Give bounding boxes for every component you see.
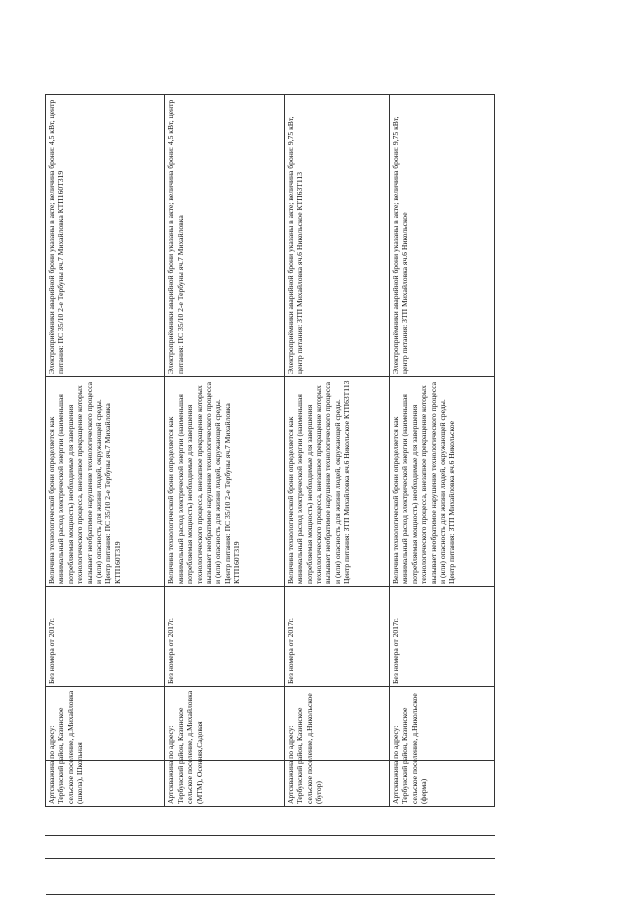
table-row [284, 95, 389, 895]
table-row [165, 95, 284, 895]
address-cell: Артскважина по адресу: Тербунский район, Казинское сельское поселение, д.Михайловка (школа), Школьная [46, 687, 165, 807]
number-cell: Без номера от 2017г. [165, 587, 284, 687]
act-cell: Электроприёмники аварийной брони указаны в акте; величина брони: 4,5 кВт, центр питания: ПС 35/10 2-е Тербуны яч.7 Михайловка КТП160Т319 [46, 95, 165, 377]
description-cell: Величина технологической брони определяется как минимальный расход электрической энергии (наименьшая потребляемая мощность) необходимые для завершения технологического процесса, внезапное прекращение которых вызывает необратимое нарушение технологического процесса и (или) опасность для жизни людей, окружающей среды. Центр питания: ЗТП Михайловка яч.6 Никольское [389, 377, 494, 587]
brone-table [45, 94, 495, 895]
rotated-table-wrapper [45, 95, 495, 895]
act-cell: Электроприёмники аварийной брони указаны в акте; величина брони: 9,75 кВт, центр питания: ЗТП Михайловка яч.6 Никольское КТП63Т113 [284, 95, 389, 377]
blank-cell [165, 807, 284, 895]
act-cell: Электроприёмники аварийной брони указаны в акте; величина брони: 9,75 кВт, центр питания: ЗТП Михайловка яч.6 Никольское [389, 95, 494, 377]
table-row [389, 95, 494, 895]
number-cell: Без номера от 2017г. [46, 587, 165, 687]
blank-cell [389, 807, 494, 895]
blank-cell [46, 807, 165, 895]
blank-cell [284, 807, 389, 895]
act-cell: Электроприёмники аварийной брони указаны в акте; величина брони: 4,5 кВт, центр питания: ПС 35/10 2-е Тербуны яч.7 Михайловка [165, 95, 284, 377]
number-cell: Без номера от 2017г. [284, 587, 389, 687]
table-row [46, 95, 165, 895]
address-cell: Артскважина по адресу: Тербунский район, Казинское сельское поселение, д.Никольское (бугор) [284, 687, 389, 807]
description-cell: Величина технологической брони определяется как минимальный расход электрической энергии (наименьшая потребляемая мощность) необходимые для завершения технологического процесса, внезапное прекращение которых вызывает необратимое нарушение технологического процесса и (или) опасность для жизни людей, окружающей среды. Центр питания: ЗТП Михайловка яч.6 Никольское КТП63Т113 [284, 377, 389, 587]
address-cell: Артскважина по адресу: Тербунский район, Казинское сельское поселение, д.Михайловка (МТМ), Осенняя,Садовая [165, 687, 284, 807]
description-cell: Величина технологической брони определяется как минимальный расход электрической энергии (наименьшая потребляемая мощность) необходимые для завершения технологического процесса, внезапное прекращение которых вызывает необратимое нарушение технологического процесса и (или) опасность для жизни людей, окружающей среды. Центр питания: ПС 35/10 2-е Тербуны яч.7 Михайловка КТП160Т319 [46, 377, 165, 587]
description-cell: Величина технологической брони определяется как минимальный расход электрической энергии (наименьшая потребляемая мощность) необходимые для завершения технологического процесса, внезапное прекращение которых вызывает необратимое нарушение технологического процесса и (или) опасность для жизни людей, окружающей среды. Центр питания: ПС 35/10 2-е Тербуны яч.7 Михайловка КТП160Т319 [165, 377, 284, 587]
number-cell: Без номера от 2017г. [389, 587, 494, 687]
address-cell: Артскважина по адресу: Тербунский район, Казинское сельское поселение, д.Никольское (ферма) [389, 687, 494, 807]
